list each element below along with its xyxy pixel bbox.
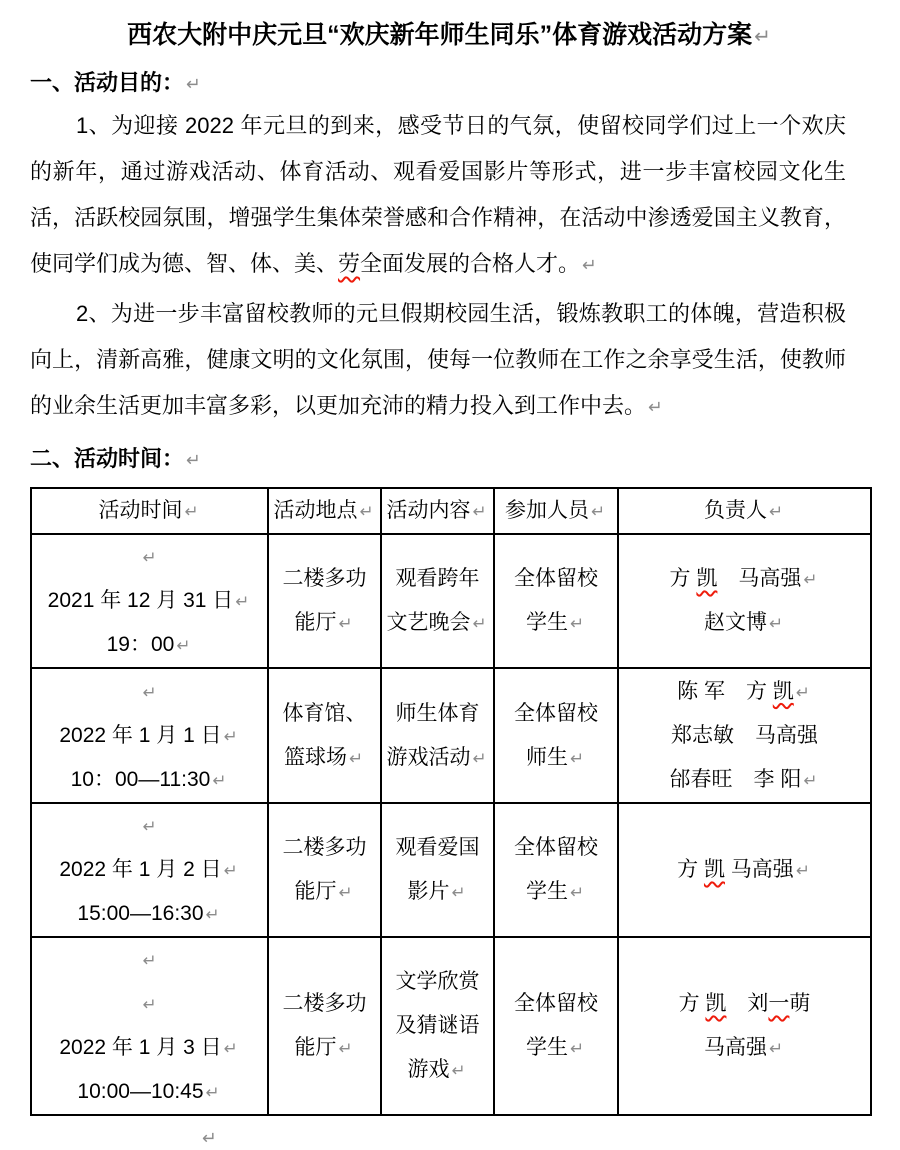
paragraph-mark-icon: ↵ <box>186 451 201 471</box>
table-cell <box>618 534 871 668</box>
text-run: 学生 <box>525 880 568 903</box>
paragraph-mark-icon: ↵ <box>768 1038 784 1058</box>
table-row <box>31 668 871 803</box>
spellcheck-flagged-text: 劳 <box>338 251 361 276</box>
paragraph-mark-icon: ↵ <box>223 1038 238 1058</box>
cell-line <box>32 982 267 1026</box>
text-run: 2022 年 1 月 3 日 <box>59 1036 222 1059</box>
text-run: 参加人员 <box>504 499 589 522</box>
paragraph-mark-icon: ↵ <box>223 725 238 746</box>
text-run: 全面发展的合格人才。 <box>360 251 581 276</box>
table-cell <box>381 534 494 668</box>
cell-line <box>495 601 617 645</box>
text-run: 全体留校 <box>514 992 598 1015</box>
column-header-cell <box>618 488 871 534</box>
cell-line <box>495 557 617 601</box>
cell-line <box>269 870 380 914</box>
text-run: 师生 <box>525 745 568 769</box>
paragraph-mark-icon: ↵ <box>569 747 585 768</box>
cell-line <box>32 623 267 667</box>
cell-line <box>619 557 870 601</box>
paragraph-2 <box>30 291 846 431</box>
cell-line <box>382 736 493 780</box>
paragraph-mark-icon: ↵ <box>223 860 238 880</box>
table-cell <box>494 668 618 803</box>
column-header-cell <box>494 488 618 534</box>
paragraph-mark-icon: ↵ <box>451 1060 466 1080</box>
paragraph-mark-icon: ↵ <box>582 256 597 276</box>
table-cell <box>618 668 871 803</box>
paragraph-1 <box>30 103 846 289</box>
text-run: 马高强 <box>717 567 802 590</box>
cell-line <box>382 826 493 870</box>
text-run: 游戏 <box>407 1058 450 1081</box>
column-header-cell <box>31 488 268 534</box>
text-run: 活动地点 <box>273 499 358 522</box>
table-cell <box>31 937 268 1115</box>
cell-line <box>382 1004 493 1048</box>
cell-line <box>269 826 380 870</box>
table-cell <box>494 937 618 1115</box>
text-run: 能厅 <box>294 611 337 634</box>
paragraph-mark-icon: ↵ <box>359 501 374 521</box>
paragraph-mark-icon: ↵ <box>205 904 220 924</box>
text-run: 2022 年 1 月 2 日 <box>59 858 222 881</box>
table-cell <box>381 937 494 1115</box>
text-run: 学生 <box>525 611 568 634</box>
table-cell <box>494 534 618 668</box>
table-cell <box>268 937 381 1115</box>
paragraph-mark-icon: ↵ <box>142 950 157 970</box>
trailing-paragraph <box>200 1124 870 1150</box>
cell-line <box>269 557 380 601</box>
text-run: 19：00 <box>106 633 175 656</box>
paragraph-mark-icon: ↵ <box>212 769 227 790</box>
paragraph-mark-icon: ↵ <box>803 769 818 790</box>
paragraph-mark-icon: ↵ <box>338 1038 353 1058</box>
text-run: 马高强 <box>703 1036 767 1059</box>
paragraph-mark-icon: ↵ <box>176 635 191 655</box>
paragraph-mark-icon: ↵ <box>768 501 784 521</box>
paragraph-mark-icon: ↵ <box>754 24 771 48</box>
document-title <box>30 16 870 55</box>
text-run: 师生体育 <box>395 701 480 725</box>
text-run: 方 <box>669 567 697 590</box>
text-run: 郑志敏 马高强 <box>671 723 818 747</box>
cell-line <box>32 535 267 579</box>
text-run: 全体留校 <box>514 567 598 590</box>
text-run: 1、为迎接 2022 年元旦的到来，感受节日的气氛，使留校同学们过上一个欢庆的新年，通过游戏活动、体育活动、观看爱国影片等形式，进一步丰富校园文化生活，活跃校园氛围，增强学生集体荣誉感和合作精神，在活动中渗透爱国主义教育，使同学们成为德、智、体、美、 <box>30 113 846 276</box>
text-run: 方 <box>677 858 704 881</box>
document-title-text: 西农大附中庆元旦“欢庆新年师生同乐”体育游戏活动方案 <box>127 21 753 49</box>
text-run: 陈 军 方 <box>677 679 773 703</box>
cell-line <box>495 736 617 780</box>
cell-line <box>382 601 493 645</box>
cell-line <box>32 579 267 623</box>
text-run: 观看爱国 <box>395 836 480 859</box>
table-cell <box>494 803 618 937</box>
text-run: 篮球场 <box>283 745 347 769</box>
spellcheck-flagged-text: 凯 <box>705 992 727 1015</box>
paragraph-mark-icon: ↵ <box>472 613 487 633</box>
cell-line <box>619 848 870 892</box>
cell-line <box>32 489 267 533</box>
cell-line <box>32 758 267 802</box>
paragraph-mark-icon: ↵ <box>142 547 157 567</box>
text-run: 10:00—10:45 <box>77 1080 204 1103</box>
paragraph-mark-icon: ↵ <box>186 75 201 95</box>
cell-line <box>495 1026 617 1070</box>
cell-line <box>32 714 267 758</box>
cell-line <box>619 670 870 714</box>
cell-line <box>619 489 870 533</box>
text-run: 及猜谜语 <box>395 1014 480 1037</box>
text-run: 马高强 <box>724 858 794 881</box>
paragraph-mark-icon: ↵ <box>795 681 810 702</box>
text-run: 负责人 <box>703 499 767 522</box>
table-cell <box>618 937 871 1115</box>
cell-line <box>495 870 617 914</box>
text-run: 文艺晚会 <box>386 611 471 634</box>
cell-line <box>382 557 493 601</box>
text-run: 能厅 <box>294 880 337 903</box>
text-run: 学生 <box>525 1036 568 1059</box>
text-run: 萌 <box>789 992 811 1015</box>
table-cell <box>381 668 494 803</box>
text-run: 邰春旺 李 阳 <box>669 767 802 791</box>
cell-line <box>382 960 493 1004</box>
text-run: 2021 年 12 月 31 日 <box>47 589 234 612</box>
cell-line <box>32 892 267 936</box>
text-run: 影片 <box>407 880 450 903</box>
text-run: 刘 <box>726 992 769 1015</box>
cell-line <box>619 714 870 758</box>
cell-line <box>269 982 380 1026</box>
column-header-cell <box>381 488 494 534</box>
paragraph-mark-icon: ↵ <box>184 501 199 521</box>
cell-line <box>495 692 617 736</box>
paragraph-mark-icon: ↵ <box>142 681 157 702</box>
paragraph-mark-icon: ↵ <box>451 882 466 902</box>
text-run: 能厅 <box>294 1036 337 1059</box>
text-run: 体育馆、 <box>282 701 367 725</box>
cell-line <box>495 982 617 1026</box>
spellcheck-flagged-text: 一 <box>768 992 790 1015</box>
paragraph-mark-icon: ↵ <box>235 591 250 611</box>
section-2-heading-text: 二、活动时间： <box>30 446 185 471</box>
text-run: 文学欣赏 <box>395 970 480 993</box>
paragraph-mark-icon: ↵ <box>569 1038 585 1058</box>
text-run: 二楼多功 <box>282 992 367 1015</box>
cell-line <box>269 489 380 533</box>
cell-line <box>269 692 380 736</box>
text-run: 2、为进一步丰富留校教师的元旦假期校园生活，锻炼教职工的体魄，营造积极向上，清新高雅，健康文明的文化氛围，使每一位教师在工作之余享受生活，使教师的业余生活更加丰富多彩，以更加充沛的精力投入到工作中去。 <box>30 301 846 418</box>
section-2-heading <box>30 443 870 477</box>
paragraph-mark-icon: ↵ <box>803 569 818 589</box>
text-run: 2022 年 1 月 1 日 <box>59 723 222 747</box>
spellcheck-flagged-text: 凯 <box>772 679 794 703</box>
paragraph-mark-icon: ↵ <box>338 613 353 633</box>
paragraph-mark-icon: ↵ <box>590 501 606 521</box>
text-run: 游戏活动 <box>386 745 471 769</box>
cell-line <box>32 848 267 892</box>
cell-line <box>269 601 380 645</box>
paragraph-mark-icon: ↵ <box>202 1129 217 1149</box>
paragraph-mark-icon: ↵ <box>142 816 157 836</box>
cell-line <box>619 982 870 1026</box>
cell-line <box>382 870 493 914</box>
cell-line <box>619 1026 870 1070</box>
table-cell <box>618 803 871 937</box>
spellcheck-flagged-text: 凯 <box>703 858 725 881</box>
paragraph-mark-icon: ↵ <box>472 747 487 768</box>
paragraph-mark-icon: ↵ <box>569 882 585 902</box>
paragraph-mark-icon: ↵ <box>348 747 364 768</box>
paragraph-mark-icon: ↵ <box>768 613 784 633</box>
cell-line <box>32 938 267 982</box>
cell-line <box>269 1026 380 1070</box>
cell-line <box>32 1026 267 1070</box>
text-run: 15:00—16:30 <box>77 902 204 925</box>
text-run: 活动内容 <box>386 499 471 522</box>
activity-schedule-table <box>30 487 872 1116</box>
cell-line <box>495 826 617 870</box>
cell-line <box>619 601 870 645</box>
cell-line <box>269 736 380 780</box>
text-run: 全体留校 <box>514 836 598 859</box>
cell-line <box>495 489 617 533</box>
paragraph-mark-icon: ↵ <box>795 860 810 880</box>
table-row <box>31 803 871 937</box>
section-1-heading-text: 一、活动目的： <box>30 70 185 95</box>
text-run: 活动时间 <box>98 499 183 522</box>
cell-line <box>619 758 870 802</box>
paragraph-mark-icon: ↵ <box>338 882 353 902</box>
cell-line <box>32 670 267 714</box>
table-cell <box>268 668 381 803</box>
cell-line <box>382 1048 493 1092</box>
section-1-heading <box>30 67 870 101</box>
table-cell <box>31 668 268 803</box>
spellcheck-flagged-text: 凯 <box>696 567 718 590</box>
cell-line <box>382 489 493 533</box>
text-run: 全体留校 <box>514 701 598 725</box>
paragraph-mark-icon: ↵ <box>472 501 487 521</box>
table-cell <box>268 534 381 668</box>
paragraph-mark-icon: ↵ <box>648 398 663 418</box>
text-run: 二楼多功 <box>282 836 367 859</box>
paragraph-mark-icon: ↵ <box>205 1082 220 1102</box>
table-header-row <box>31 488 871 534</box>
cell-line <box>32 804 267 848</box>
table-cell <box>31 803 268 937</box>
cell-line <box>382 692 493 736</box>
cell-line <box>32 1070 267 1114</box>
paragraph-mark-icon: ↵ <box>569 613 585 633</box>
table-row <box>31 534 871 668</box>
text-run: 10：00—11:30 <box>70 767 211 791</box>
table-cell <box>31 534 268 668</box>
paragraph-mark-icon: ↵ <box>142 994 157 1014</box>
text-run: 二楼多功 <box>282 567 367 590</box>
text-run: 观看跨年 <box>395 567 480 590</box>
text-run: 方 <box>678 992 706 1015</box>
column-header-cell <box>268 488 381 534</box>
table-row <box>31 937 871 1115</box>
table-cell <box>268 803 381 937</box>
table-cell <box>381 803 494 937</box>
text-run: 赵文博 <box>703 611 767 634</box>
